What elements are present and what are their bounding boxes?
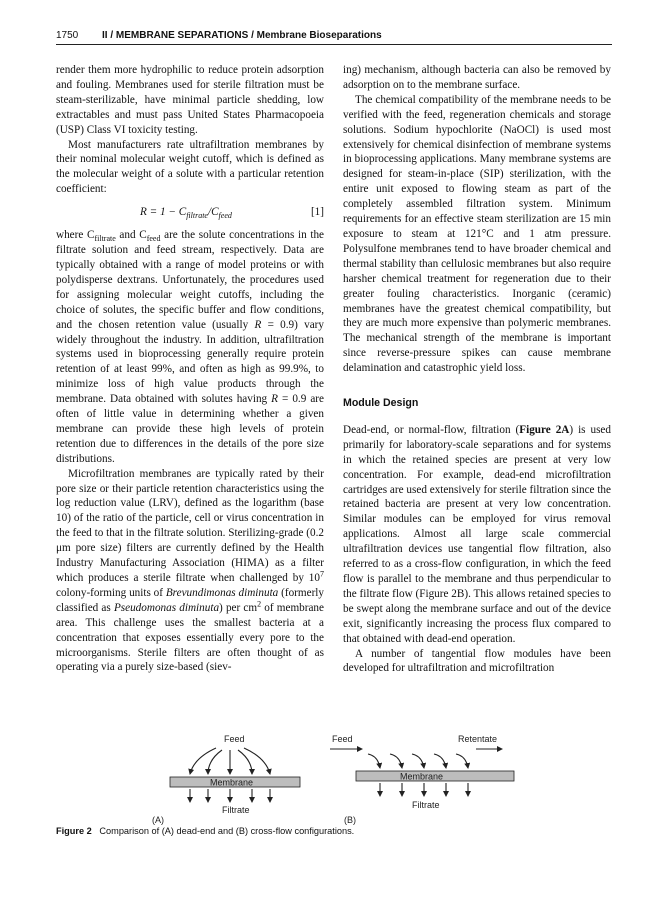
panel-a-dead-end <box>152 734 300 825</box>
panel-a-filtrate-arrows <box>190 789 270 802</box>
superscript: 2 <box>257 599 262 609</box>
figure-caption <box>56 826 354 836</box>
subscript: feed <box>146 234 161 244</box>
panel-a-feed-arrows <box>190 748 270 774</box>
paragraph <box>343 423 611 647</box>
feed-arrow <box>208 750 222 774</box>
text-run: ) per cm <box>219 601 258 614</box>
tangential-arrow <box>456 754 468 768</box>
equation-subscript: feed <box>218 211 232 221</box>
panel-a-filtrate-label: Filtrate <box>222 805 250 815</box>
text-run: = 0.9 are often of little value in determining whether a given membrane can provide these high levels of protein retention due to differences in the details of the pore size distributions. <box>56 393 324 465</box>
text-run: and C <box>115 229 147 242</box>
running-header <box>56 28 612 46</box>
equation-lhs: R = 1 − C <box>140 206 187 219</box>
header-rule <box>56 44 612 45</box>
italic-text: Brevundimonas diminuta <box>165 586 279 599</box>
panel-b-feed-label: Feed <box>332 734 353 744</box>
text-run: ) is used primarily for laboratory-scale separations and for systems in which the retained species are present at very low concentration. For example, dead-end microfiltration cartridges are used extensively for sterile filtration since the retained bacteria are present at very low concentration. Similar modules can be employed for virus removal applications. Almost all large scale commercial ultrafiltration devices use tangential flow filtration, also referred to as a cross-flow configuration, in which the feed flow is parallel to the membrane and thus perpendicular to the filtrate flow (Figure 2B). This allows retained species to be swept along the membrane surface and out of the device exit, significantly increasing the process flux compared to that obtained with dead-end operation. <box>343 423 611 645</box>
text-run: Dead-end, or normal-flow, filtration ( <box>343 423 520 436</box>
superscript: 7 <box>320 569 324 579</box>
section-heading: Module Design <box>343 397 419 410</box>
equation-expression <box>140 205 232 220</box>
left-column <box>56 63 324 675</box>
text-run: (formerly classified as <box>56 586 324 614</box>
subscript: filtrate <box>94 234 116 244</box>
paragraph: A number of tangential flow modules have been developed for ultrafiltration and microfiltration <box>343 647 611 675</box>
figure-reference: Figure 2A <box>519 423 570 436</box>
paragraph: render them more hydrophilic to reduce protein adsorption and fouling. Membranes used for sterile filtration must be steam-sterilizable, have minimal particle shedding, low extractables and must pass United States Pharmacopoeia (USP) Class VI toxicity testing. <box>56 64 324 136</box>
running-title: II / MEMBRANE SEPARATIONS / Membrane Bioseparations <box>102 30 382 41</box>
paragraph <box>56 228 324 467</box>
tangential-arrow <box>390 754 402 768</box>
panel-b-tangential-arrows <box>368 754 468 768</box>
right-column <box>343 63 611 676</box>
panel-b-label: (B) <box>344 815 356 825</box>
panel-b-cross-flow <box>330 734 514 825</box>
page-number: 1750 <box>56 30 79 41</box>
text-run: are the solute concentrations in the filtrate solution and feed stream, respectively. Data are typically obtained with a range of model proteins or with polydisperse dextrans. Unfortunately, the procedures used for assigning molecular weight cutoffs, including the choice of solutes, the specific buffer and flow conditions, and the chosen retention value (usually <box>56 229 325 331</box>
text-run: where C <box>56 229 95 242</box>
paragraph: Most manufacturers rate ultrafiltration membranes by their nominal molecular weight cutoff, which is defined as the molecular weight of a solute with a particular retention coefficient: <box>56 138 324 196</box>
panel-b-filtrate-label: Filtrate <box>412 800 440 810</box>
figure-2 <box>150 732 520 837</box>
text-run: Microfiltration membranes are typically rated by their pore size or their particle retention characteristics using the log reduction value (LRV), defined as the logarithm (base 10) of the ratio of the particle, cell or virus concentration in the feed to that in the filtrate solution. Sterilizing-grade (0.2 μm pore size) filters are currently defined by the Health Industry Manufacturing Association (HIMA) as a filter which produces a sterile filtrate when challenged by 10 <box>56 467 324 584</box>
tangential-arrow <box>412 754 424 768</box>
tangential-arrow <box>368 754 380 768</box>
tangential-arrow <box>434 754 446 768</box>
italic-text: R <box>271 393 278 406</box>
panel-a-membrane-label: Membrane <box>210 777 254 788</box>
figure-caption-label: Figure 2 <box>56 826 92 836</box>
panel-b-membrane-label: Membrane <box>400 771 444 782</box>
feed-arrow <box>238 750 252 774</box>
equation-number: [1] <box>310 206 324 219</box>
figure-caption-text: Comparison of (A) dead-end and (B) cross-flow configurations. <box>99 826 355 836</box>
paragraph <box>56 467 324 676</box>
italic-text: Pseudomonas diminuta <box>113 601 220 614</box>
italic-text: R <box>254 318 262 331</box>
equation-subscript: filtrate <box>186 211 208 221</box>
text-run: of membrane area. This challenge uses the smallest bacteria at a concentration that exposes essentially every pore to the microorganisms. Sterile filters are often thought of as operating via a purely size-based (siev- <box>56 601 324 674</box>
paragraph: The chemical compatibility of the membrane needs to be verified with the feed, regeneration chemicals and storage solutions. Sodium hypochlorite (NaOCl) is used most extensively for chemical disinfection of membrane systems in bioprocessing applications. Many membrane systems are designed for steam-in-place (SIP) sterilization, with the entire unit exposed to flowing steam as part of the completely assembled filtration system. Minimum requirements for an effective steam sterilization are 15 min exposure to steam at 121°C and 1 atm pressure. Polysulfone membranes tend to have broader chemical and thermal stability than cellulosic membranes but also require harsher chemical treatment for regeneration due to their greater fouling characteristics. Inorganic (ceramic) membranes have the greatest chemical compatibility, but they are much more expensive than polymeric membranes. The mechanical strength of the membrane is important since reverse-pressure spikes can cause membrane delamination and catastrophic yield loss. <box>343 93 611 375</box>
panel-b-filtrate-arrows <box>380 783 468 796</box>
paragraph: ing) mechanism, although bacteria can also be removed by adsorption on to the membrane surface. <box>343 64 611 91</box>
equation-divisor: /C <box>207 206 219 219</box>
figure-2-diagram <box>150 732 520 827</box>
text-run: = 0.9) vary widely throughout the industry. In addition, ultrafiltration systems used in bioprocessing generally require protein retention of at least 99%, and often as high as 99.9%, to minimize loss of high value products through the membrane. Data obtained with solutes having <box>56 318 325 406</box>
equation-1 <box>56 205 324 220</box>
text-run: colony-forming units of <box>56 586 166 599</box>
panel-b-retentate-label: Retentate <box>458 734 498 744</box>
panel-a-label: (A) <box>152 815 164 825</box>
panel-a-feed-label: Feed <box>224 734 245 744</box>
